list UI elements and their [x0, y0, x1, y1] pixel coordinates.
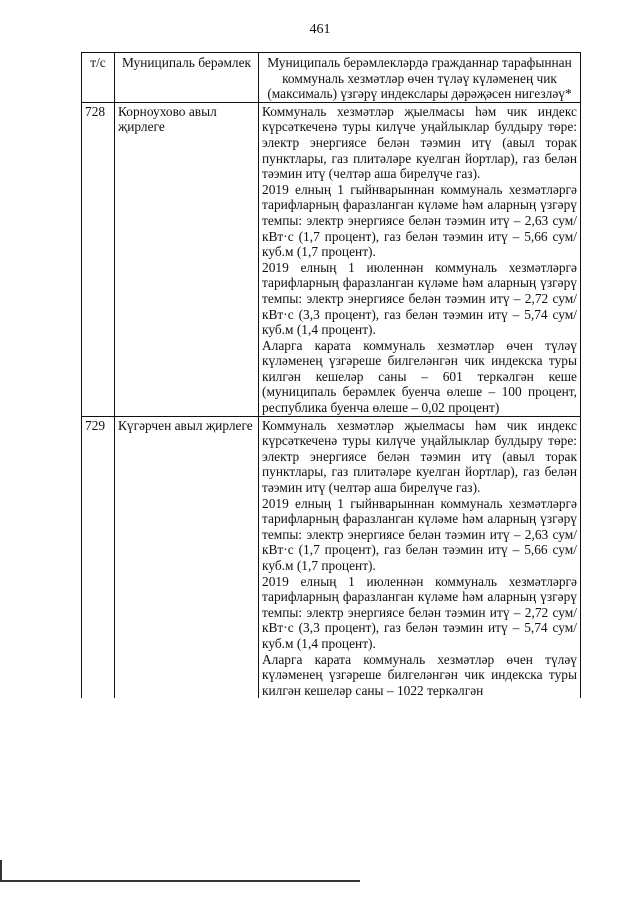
table-row — [82, 416, 581, 698]
row-municipality: Корноухово авыл җирлеге — [115, 102, 259, 416]
table-header-row — [82, 53, 581, 103]
row-municipality: Күгәрчен авыл җирлеге — [115, 416, 259, 698]
header-justification: Муниципаль берәмлекләрдә гражданнар тарафыннан коммуналь хезмәтләр өчен түләү күләменең чик (максималь) үзгәрү индекслары дәрәҗәсен нигезләү* — [259, 53, 581, 103]
paragraph-services: Коммуналь хезмәтләр җыелмасы һәм чик индекс күрсәткеченә туры килүче уңайлыклар булдыру төре: электр энергиясе белән тәэмин итү (авыл торак пунктлары, газ плитәләре куелган йортлар), газ белән тәэмин итү (челтәр аша бирелүче газ). — [262, 417, 577, 496]
paragraph-july: 2019 елның 1 июленнән коммуналь хезмәтләргә тарифларның фаразланган күләме һәм аларның үзгәрү темпы: электр энергиясе белән тәэмин итү – 2,72 сум/кВт·с (3,3 процент), газ белән тәэмин итү – 5,74 сум/куб.м (1,4 процент). — [262, 573, 577, 651]
footer-border-left — [0, 860, 2, 882]
page-number: 461 — [309, 22, 331, 37]
tariff-table — [81, 52, 581, 698]
paragraph-services: Коммуналь хезмәтләр җыелмасы һәм чик индекс күрсәткеченә туры килүче уңайлыклар булдыру төре: электр энергиясе белән тәэмин итү (авыл торак пунктлары, газ плитәләре куелган йортлар), газ белән тәэмин итү (челтәр аша бирелүче газ). — [262, 103, 577, 182]
paragraph-people: Аларга карата коммуналь хезмәтләр өчен түләү күләменең үзгәреше билгеләнгән чик индекска туры килгән кешеләр саны – 601 теркәлгән кеше (муниципаль берәмлек буенча өлеше – 100 процент, республика буенча өлеше – 0,02 процент) — [262, 337, 577, 416]
paragraph-july: 2019 елның 1 июленнән коммуналь хезмәтләргә тарифларның фаразланган күләме һәм аларның үзгәрү темпы: электр энергиясе белән тәэмин итү – 2,72 сум/кВт·с (3,3 процент), газ белән тәэмин итү – 5,74 сум/куб.м (1,4 процент). — [262, 259, 577, 338]
footer-border — [0, 880, 360, 882]
table-row — [82, 102, 581, 416]
paragraph-january: 2019 елның 1 гыйнварыннан коммуналь хезмәтләргә тарифларның фаразланган күләме һәм аларның үзгәрү темпы: электр энергиясе белән тәэмин итү – 2,63 сум/кВт·с (1,7 процент), газ белән тәэмин итү – 5,66 сум/куб.м (1,7 процент). — [262, 181, 577, 260]
row-description — [259, 102, 581, 416]
header-municipality: Муниципаль берәмлек — [115, 53, 259, 103]
paragraph-january: 2019 елның 1 гыйнварыннан коммуналь хезмәтләргә тарифларның фаразланган күләме һәм аларның үзгәрү темпы: электр энергиясе белән тәэмин итү – 2,63 сум/кВт·с (1,7 процент), газ белән тәэмин итү – 5,66 сум/куб.м (1,7 процент). — [262, 495, 577, 573]
row-number: 728 — [82, 102, 115, 416]
row-number: 729 — [82, 416, 115, 698]
row-description — [259, 416, 581, 698]
paragraph-people: Аларга карата коммуналь хезмәтләр өчен түләү күләменең үзгәреше билгеләнгән чик индекска туры килгән кешеләр саны – 1022 теркәлгән — [262, 651, 577, 698]
header-number: т/с — [82, 53, 115, 103]
